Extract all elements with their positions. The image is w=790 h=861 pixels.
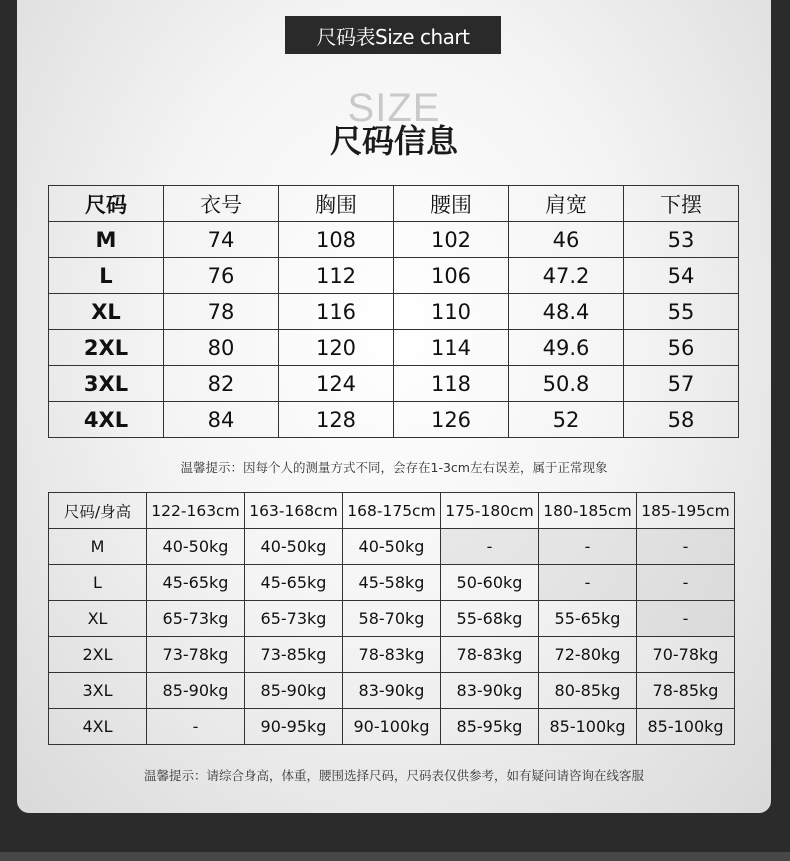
header-cell: 168-175cm [343,493,441,529]
table-cell: L [49,565,147,601]
table-cell: 40-50kg [245,529,343,565]
size-watermark: SIZE [347,86,441,130]
table-cell: 78 [164,294,279,330]
header-cell: 180-185cm [539,493,637,529]
table-cell: 65-73kg [147,601,245,637]
header-cell: 尺码 [49,186,164,222]
table-cell: L [49,258,164,294]
table-row [49,673,735,709]
size-table [48,185,739,438]
table-cell: 83-90kg [343,673,441,709]
header-cell: 尺码/身高 [49,493,147,529]
table-cell: 70-78kg [637,637,735,673]
table-cell: 50-60kg [441,565,539,601]
header-cell: 衣号 [164,186,279,222]
table-cell: 116 [279,294,394,330]
table-row [49,258,739,294]
table-cell: - [637,565,735,601]
size-table-header-row [49,186,739,222]
header-cell: 122-163cm [147,493,245,529]
table-cell: 114 [394,330,509,366]
table-cell: 55 [624,294,739,330]
measurement-note: 温馨提示：因每个人的测量方式不同，会存在1-3cm左右误差，属于正常现象 [180,460,608,475]
table-cell: 120 [279,330,394,366]
table-cell: 2XL [49,637,147,673]
table-row [49,330,739,366]
table-cell: - [441,529,539,565]
table-cell: 74 [164,222,279,258]
table-cell: 45-58kg [343,565,441,601]
table-cell: 85-100kg [539,709,637,745]
table-cell: 46 [509,222,624,258]
table-cell: 53 [624,222,739,258]
header-title: 尺码表Size chart [285,16,501,54]
table-cell: 78-83kg [441,637,539,673]
table-row [49,637,735,673]
table-cell: 128 [279,402,394,438]
table-cell: 112 [279,258,394,294]
table-cell: 118 [394,366,509,402]
table-cell: 73-78kg [147,637,245,673]
fit-table-header-row [49,493,735,529]
table-row [49,709,735,745]
table-cell: 108 [279,222,394,258]
header-cell: 肩宽 [509,186,624,222]
table-cell: 102 [394,222,509,258]
fit-note: 温馨提示：请综合身高，体重，腰围选择尺码，尺码表仅供参考，如有疑问请咨询在线客服 [143,768,644,783]
table-cell: 72-80kg [539,637,637,673]
table-cell: 52 [509,402,624,438]
table-cell: 82 [164,366,279,402]
header-cell: 163-168cm [245,493,343,529]
table-cell: 84 [164,402,279,438]
table-cell: 126 [394,402,509,438]
table-cell: - [539,529,637,565]
table-cell: - [637,529,735,565]
table-cell: 80-85kg [539,673,637,709]
table-cell: 49.6 [509,330,624,366]
table-cell: 78-83kg [343,637,441,673]
fit-table [48,492,735,745]
table-cell: 47.2 [509,258,624,294]
table-cell: - [539,565,637,601]
table-cell: 55-65kg [539,601,637,637]
table-cell: 78-85kg [637,673,735,709]
table-cell: 85-100kg [637,709,735,745]
table-cell: 76 [164,258,279,294]
bottom-strip [0,852,790,861]
table-cell: 3XL [49,366,164,402]
table-cell: 80 [164,330,279,366]
table-cell: 57 [624,366,739,402]
table-row [49,294,739,330]
header-cell: 下摆 [624,186,739,222]
table-cell: 48.4 [509,294,624,330]
table-cell: XL [49,294,164,330]
table-cell: 2XL [49,330,164,366]
table-row [49,366,739,402]
table-cell: 58 [624,402,739,438]
table-cell: - [147,709,245,745]
table-cell: 40-50kg [147,529,245,565]
table-cell: 54 [624,258,739,294]
table-cell: 85-90kg [245,673,343,709]
table-cell: 3XL [49,673,147,709]
table-cell: 56 [624,330,739,366]
table-cell: M [49,222,164,258]
table-cell: 106 [394,258,509,294]
table-cell: 85-95kg [441,709,539,745]
table-cell: M [49,529,147,565]
table-row [49,529,735,565]
header-cell: 胸围 [279,186,394,222]
table-cell: 50.8 [509,366,624,402]
table-row [49,601,735,637]
section-title: 尺码信息 [329,122,458,160]
table-cell: 124 [279,366,394,402]
table-cell: - [637,601,735,637]
table-cell: 45-65kg [245,565,343,601]
table-cell: 4XL [49,709,147,745]
table-cell: 45-65kg [147,565,245,601]
table-cell: XL [49,601,147,637]
header-cell: 185-195cm [637,493,735,529]
header-cell: 175-180cm [441,493,539,529]
table-cell: 110 [394,294,509,330]
table-cell: 85-90kg [147,673,245,709]
table-cell: 73-85kg [245,637,343,673]
table-cell: 40-50kg [343,529,441,565]
table-row [49,565,735,601]
table-cell: 83-90kg [441,673,539,709]
table-cell: 90-100kg [343,709,441,745]
table-cell: 65-73kg [245,601,343,637]
table-cell: 90-95kg [245,709,343,745]
header-cell: 腰围 [394,186,509,222]
table-cell: 4XL [49,402,164,438]
table-row [49,402,739,438]
size-chart-card [17,0,771,813]
table-cell: 58-70kg [343,601,441,637]
table-cell: 55-68kg [441,601,539,637]
table-row [49,222,739,258]
